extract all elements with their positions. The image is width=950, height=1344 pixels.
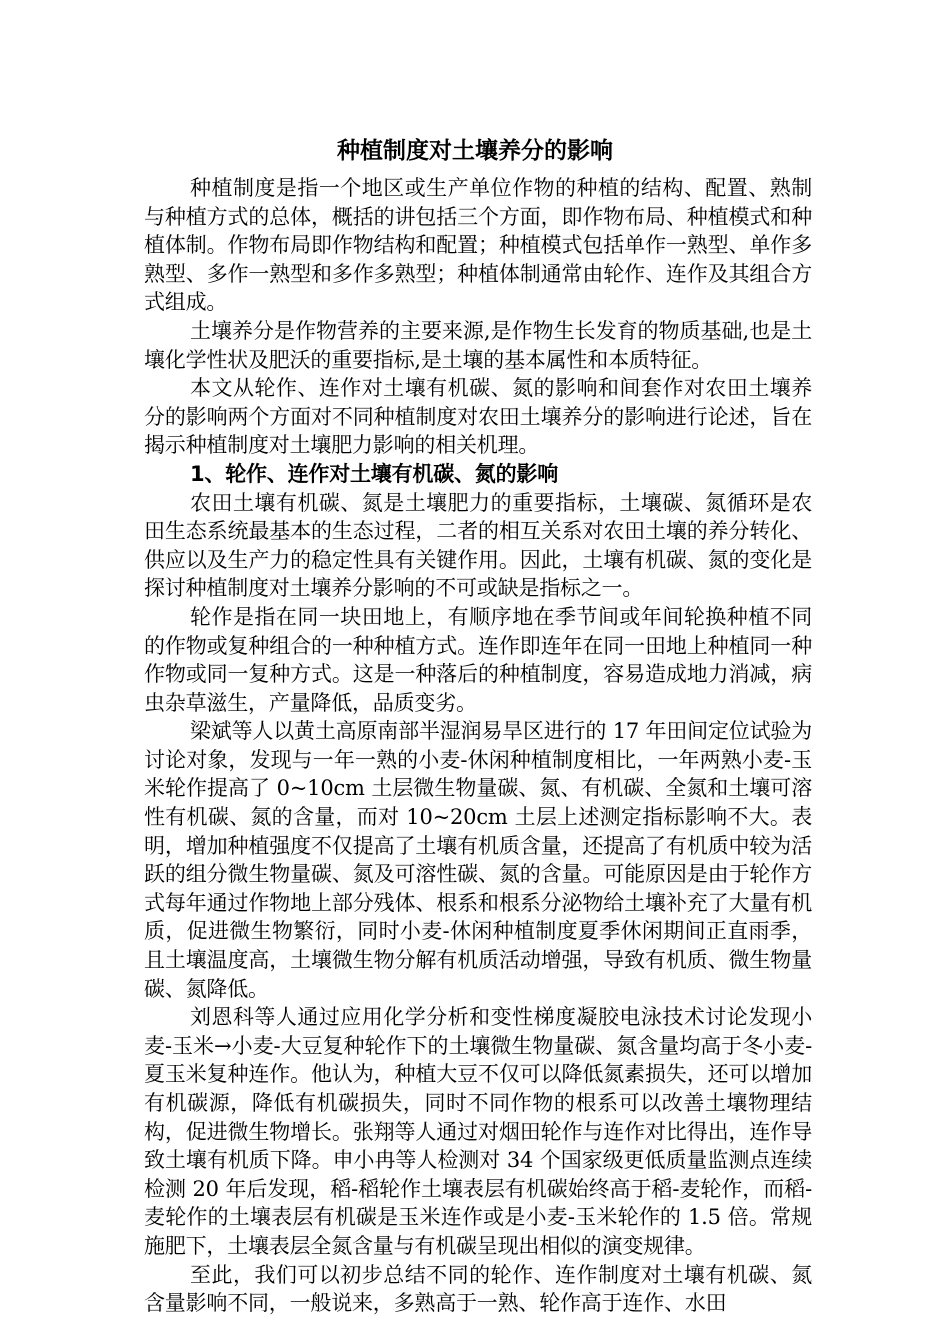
document-title: 种植制度对土壤养分的影响 <box>337 138 613 164</box>
paragraph-liu-enke-study: 刘恩科等人通过应用化学分析和变性梯度凝胶电泳技术讨论发现小麦-玉米→小麦-大豆复种轮作下的土壤微生物量碳、氮含量均高于冬小麦-夏玉米复种连作。他认为，种植大豆不仅可以降低氮素损失，还可以增加有机碳源，降低有机碳损失，同时不同作物的根系可以改善土壤物理结构，促进微生物增长。张翔等人通过对烟田轮作与连作对比得出，连作导致土壤有机质下降。申小冉等人检测对 34 个国家级更低质量监测点连续检测 20 年后发现，稻-稻轮作土壤表层有机碳始终高于稻-麦轮作，而稻-麦轮作的土壤表层有机碳是玉米连作或是小麦-玉米轮作的 1.5 倍。常规施肥下，土壤表层全氮含量与有机碳呈现出相似的演变规律。 <box>144 1005 812 1258</box>
paragraph-cropping-system-definition: 种植制度是指一个地区或生产单位作物的种植的结构、配置、熟制与种植方式的总体，概括的讲包括三个方面，即作物布局、种植模式和种植体制。作物布局即作物结构和配置；种植模式包括单作一熟型、单作多熟型、多作一熟型和多作多熟型；种植体制通常由轮作、连作及其组合方式组成。 <box>144 176 812 315</box>
paragraph-rotation-definition: 轮作是指在同一块田地上，有顺序地在季节间或年间轮换种植不同的作物或复种组合的一种种植方式。连作即连年在同一田地上种植同一种作物或同一复种方式。这是一种落后的种植制度，容易造成地力消减，病虫杂草滋生，产量降低，品质变劣。 <box>144 604 812 715</box>
paragraph-article-scope: 本文从轮作、连作对土壤有机碳、氮的影响和间套作对农田土壤养分的影响两个方面对不同种植制度对农田土壤养分的影响进行论述，旨在揭示种植制度对土壤肥力影响的相关机理。 <box>144 376 812 458</box>
paragraph-liang-bin-study: 梁斌等人以黄土高原南部半湿润易旱区进行的 17 年田间定位试验为讨论对象，发现与一年一熟的小麦-休闲种植制度相比，一年两熟小麦-玉米轮作提高了 0~10cm 土层微生物量碳、氮、有机碳、全氮和土壤可溶性有机碳、氮的含量，而对 10~20cm 土层上述测定指标影响不大。表明，增加种植强度不仅提高了土壤有机质含量，还提高了有机质中较为活跃的组分微生物量碳、氮及可溶性碳、氮的含量。可能原因是由于轮作方式每年通过作物地上部分残体、根系和根系分泌物给土壤补充了大量有机质，促进微生物繁衍，同时小麦-休闲种植制度夏季休闲期间正直雨季，且土壤温度高，土壤微生物分解有机质活动增强，导致有机质、微生物量碳、氮降低。 <box>144 719 812 1001</box>
paragraph-soil-nutrients: 土壤养分是作物营养的主要来源,是作物生长发育的物质基础,也是土壤化学性状及肥沃的重要指标,是土壤的基本属性和本质特征。 <box>144 318 812 372</box>
paragraph-soil-carbon-nitrogen: 农田土壤有机碳、氮是土壤肥力的重要指标，土壤碳、氮循环是农田生态系统最基本的生态过程，二者的相互关系对农田土壤的养分转化、供应以及生产力的稳定性具有关键作用。因此，土壤有机碳、氮的变化是探讨种植制度对土壤养分影响的不可或缺是指标之一。 <box>144 490 812 601</box>
document-body <box>144 174 812 1318</box>
paragraph-summary: 至此，我们可以初步总结不同的轮作、连作制度对土壤有机碳、氮含量影响不同，一般说来，多熟高于一熟、轮作高于连作、水田 <box>144 1262 812 1316</box>
section-heading-1: 1、轮作、连作对土壤有机碳、氮的影响 <box>190 461 559 486</box>
